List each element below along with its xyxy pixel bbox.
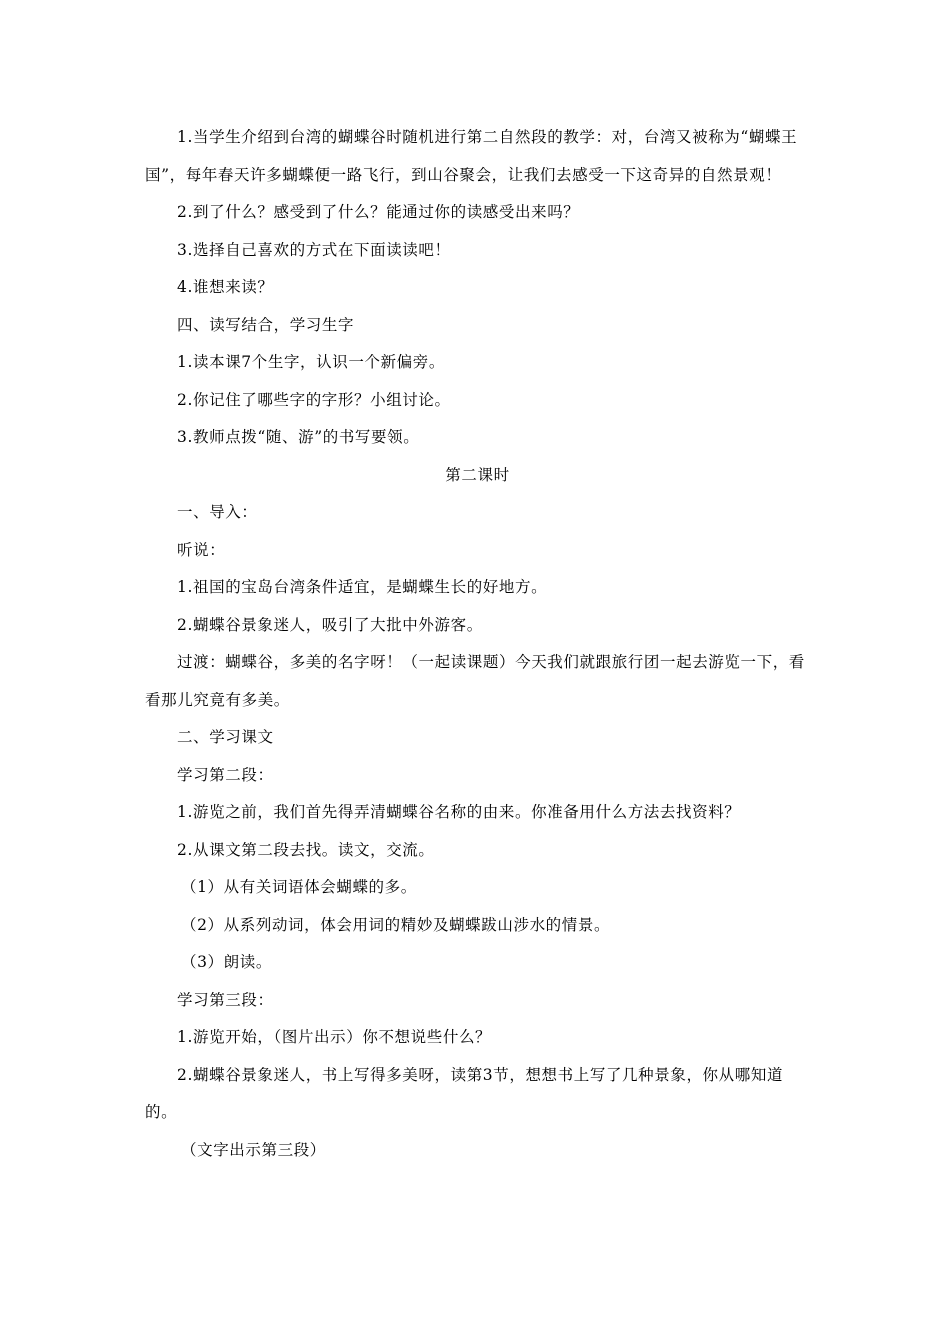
section-heading-4: 四、读写结合，学习生字 [177,315,355,334]
paragraph-12: 1.祖国的宝岛台湾条件适宜，是蝴蝶生长的好地方。 [177,578,548,596]
lesson-title: 第二课时 [445,465,510,484]
paragraph-22: 学习第三段： [177,990,274,1009]
paragraph-6: 1.读本课7个生字，认识一个新偏旁。 [177,353,445,371]
paragraph-1: 1.当学生介绍到台湾的蝴蝶谷时随机进行第二自然段的教学：对，台湾又被称为“蝴蝶王国”，每年春天许多蝴蝶便一路飞行，到山谷聚会，让我们去感受一下这奇异的自然景观！ [145,128,798,184]
paragraph-18: 2.从课文第二段去找。读文，交流。 [177,840,435,859]
paragraph-20: （2）从系列动词，体会用词的精妙及蝴蝶跋山涉水的情景。 [181,915,611,934]
paragraph-23: 1.游览开始，（图片出示）你不想说些什么？ [177,1028,492,1046]
paragraph-16: 学习第二段： [177,765,274,784]
section-heading-2: 二、学习课文 [177,728,274,746]
paragraph-25: （文字出示第三段） [181,1140,326,1159]
paragraph-24: 2.蝴蝶谷景象迷人，书上写得多美呀，读第3节，想想书上写了几种景象，你从哪知道的。 [145,1065,784,1121]
paragraph-21: （3）朗读。 [181,953,272,971]
document-body [145,119,810,1169]
paragraph-11: 听说： [177,540,226,559]
paragraph-14: 过渡：蝴蝶谷，多美的名字呀！（一起读课题）今天我们就跟旅行团一起去游览一下，看看那儿究竟有多美。 [145,653,805,709]
paragraph-13: 2.蝴蝶谷景象迷人，吸引了大批中外游客。 [177,615,483,634]
paragraph-2: 2.到了什么？感受到了什么？能通过你的读感受出来吗？ [177,203,580,221]
section-heading-1: 一、导入： [177,503,258,521]
paragraph-3: 3.选择自己喜欢的方式在下面读读吧！ [177,240,451,259]
paragraph-7: 2.你记住了哪些字的字形？小组讨论。 [177,390,451,409]
paragraph-8: 3.教师点拨“随、游”的书写要领。 [177,428,420,446]
paragraph-4: 4.谁想来读？ [177,278,274,296]
paragraph-19: （1）从有关词语体会蝴蝶的多。 [181,878,417,896]
paragraph-17: 1.游览之前，我们首先得弄清蝴蝶谷名称的由来。你准备用什么方法去找资料？ [177,803,741,821]
